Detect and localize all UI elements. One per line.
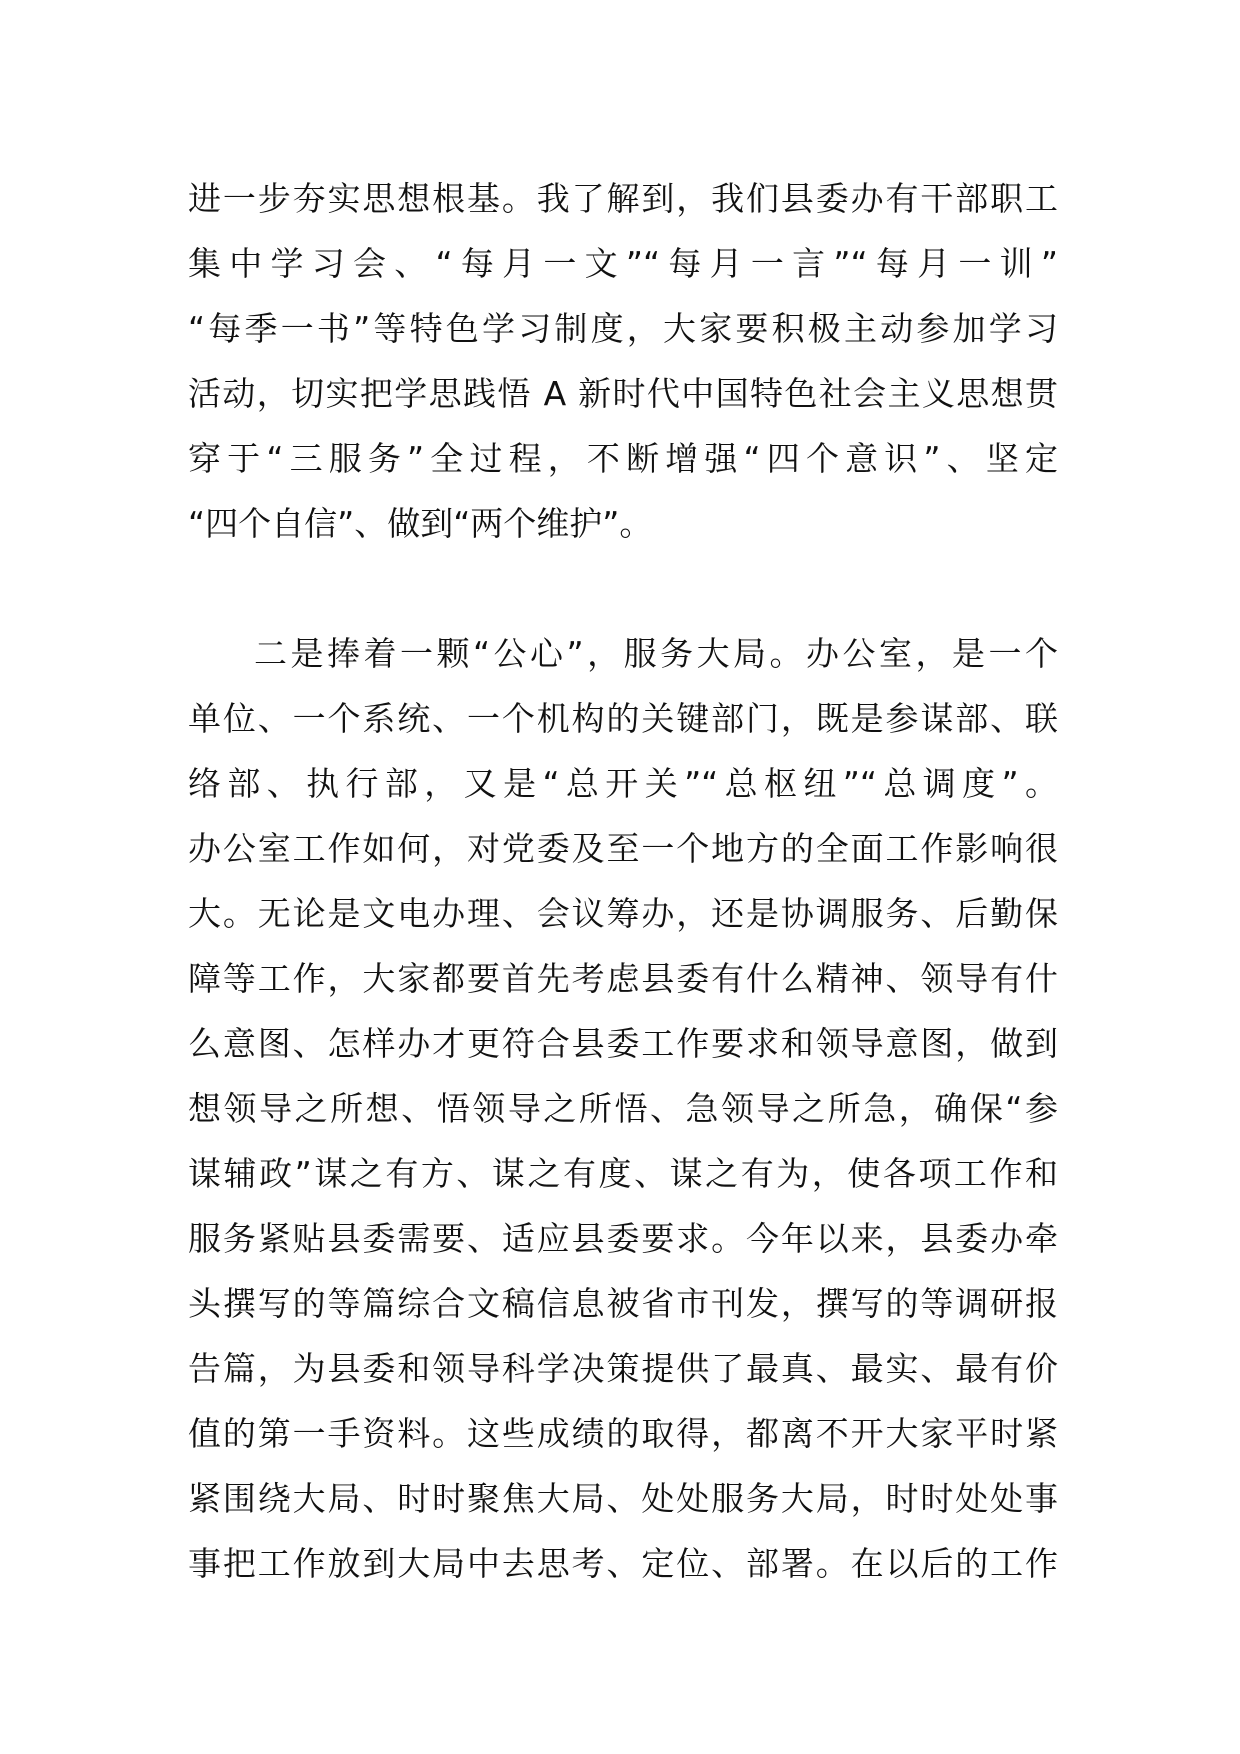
paragraph-serve-overall <box>188 621 1058 1596</box>
text-line: 服务紧贴县委需要、适应县委要求。今年以来，县委办牵 <box>188 1219 1058 1258</box>
text-line: 活动，切实把学思践悟 A 新时代中国特色社会主义思想贯 <box>188 374 1058 413</box>
text-line: 办公室工作如何，对党委及至一个地方的全面工作影响很 <box>188 829 1058 868</box>
text-line: 大。无论是文电办理、会议筹办，还是协调服务、后勤保 <box>188 894 1058 933</box>
text-line: “每季一书”等特色学习制度，大家要积极主动参加学习 <box>188 309 1058 348</box>
text-line: 值的第一手资料。这些成绩的取得，都离不开大家平时紧 <box>188 1414 1058 1453</box>
text-line: 穿于“三服务”全过程，不断增强“四个意识”、坚定 <box>188 439 1058 478</box>
text-line: “四个自信”、做到“两个维护”。 <box>188 504 653 543</box>
text-line: 集中学习会、“每月一文”“每月一言”“每月一训” <box>188 244 1058 283</box>
text-line: 进一步夯实思想根基。我了解到，我们县委办有干部职工 <box>188 179 1058 218</box>
text-line: 想领导之所想、悟领导之所悟、急领导之所急，确保“参 <box>188 1089 1058 1128</box>
text-line: 络部、执行部，又是“总开关”“总枢纽”“总调度”。 <box>188 764 1058 803</box>
text-line: 二是捧着一颗“公心”，服务大局。办公室，是一个 <box>254 634 1058 673</box>
text-line: 事把工作放到大局中去思考、定位、部署。在以后的工作 <box>188 1544 1058 1583</box>
text-line: 单位、一个系统、一个机构的关键部门，既是参谋部、联 <box>188 699 1058 738</box>
paragraph-study-foundation <box>188 166 1058 556</box>
text-line: 障等工作，大家都要首先考虑县委有什么精神、领导有什 <box>188 959 1058 998</box>
text-line: 头撰写的等篇综合文稿信息被省市刊发，撰写的等调研报 <box>188 1284 1058 1323</box>
text-line: 谋辅政”谋之有方、谋之有度、谋之有为，使各项工作和 <box>188 1154 1058 1193</box>
text-line: 告篇，为县委和领导科学决策提供了最真、最实、最有价 <box>188 1349 1058 1388</box>
text-line: 紧围绕大局、时时聚焦大局、处处服务大局，时时处处事 <box>188 1479 1058 1518</box>
text-line: 么意图、怎样办才更符合县委工作要求和领导意图，做到 <box>188 1024 1058 1063</box>
